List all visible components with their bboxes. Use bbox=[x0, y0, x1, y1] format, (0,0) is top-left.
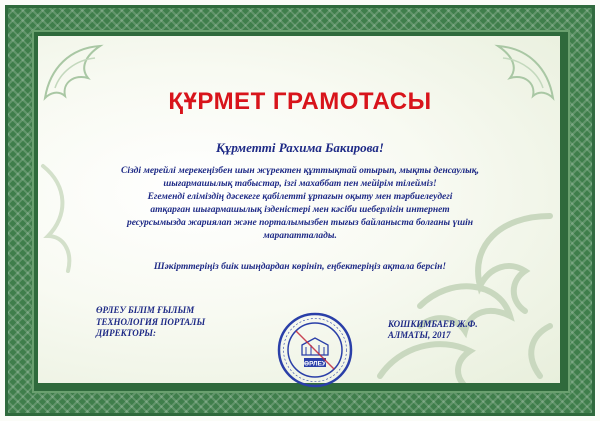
place-date: АЛМАТЫ, 2017 bbox=[388, 330, 451, 340]
body-line: марапатталады. bbox=[263, 231, 337, 241]
signatory-line: ӨРЛЕУ БІЛІМ ҒЫЛЫМ bbox=[96, 305, 195, 315]
official-stamp-icon bbox=[276, 311, 354, 389]
signatory-title bbox=[96, 305, 266, 340]
stamp-label: ӨРЛЕУ bbox=[304, 360, 326, 368]
signatory-line: ДИРЕКТОРЫ: bbox=[96, 328, 156, 338]
signer-block bbox=[388, 319, 528, 341]
body-line: Егеменді еліміздің дәсекеге қабілетті ұрпағын оқыту мен тәрбиелеудегі bbox=[147, 192, 453, 202]
signer-name: КОШКИМБАЕВ Ж.Ф. bbox=[388, 319, 478, 329]
closing-wish: Шәкірттеріңіз биік шыңдардан көрініп, еңбектеріңіз ақтала берсін! bbox=[153, 262, 447, 272]
recipient-greeting: Құрметті Рахима Бакирова! bbox=[216, 140, 384, 155]
signatory-line: ТЕХНОЛОГИЯ ПОРТАЛЫ bbox=[96, 316, 206, 327]
certificate-title: ҚҰРМЕТ ГРАМОТАСЫ bbox=[168, 88, 432, 115]
certificate-body bbox=[80, 165, 520, 243]
body-line: Сізді мерейлі мерекеңізбен шын жүректен құттықтай отырып, мықты денсаулық, bbox=[121, 166, 479, 176]
body-line: шығармашылық табыстар, ізгі махаббат пен мейірім тілейміз! bbox=[163, 179, 437, 189]
body-line: ресурсымызда жариялап және порталымызбен тығыз байланыста болғаны үшін bbox=[126, 218, 474, 228]
body-line: атқарған шығармашылық ізденістері мен кәсіби шеберлігін интернет bbox=[150, 205, 450, 215]
